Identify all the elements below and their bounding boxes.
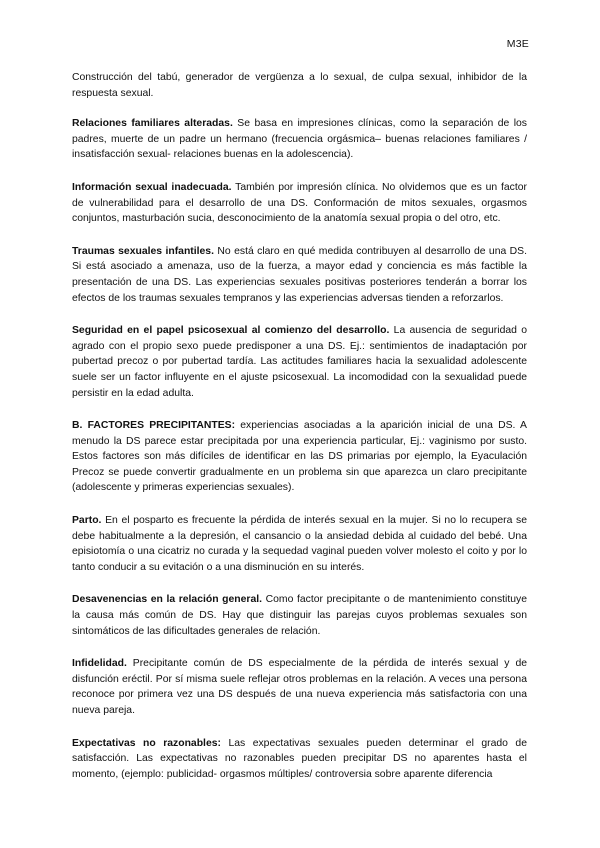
paragraph-factores-precipitantes bbox=[72, 418, 527, 496]
paragraph-heading: Seguridad en el papel psicosexual al comienzo del desarrollo. bbox=[72, 325, 390, 337]
paragraph-heading: Traumas sexuales infantiles. bbox=[72, 245, 214, 257]
paragraph-text: En el posparto es frecuente la pérdida de interés sexual en la mujer. Si no lo recupera se debe habitualmente a la depresión, el cansancio o la ansiedad debida al cuidado del bebé. Una episiotomía o una cicatriz no curada y la sequedad vaginal pueden volver molesto el coito y por lo tanto conducir a su evitación o a una disminución en su interés. bbox=[72, 515, 527, 573]
paragraph-heading: Expectativas no razonables: bbox=[72, 737, 221, 749]
paragraph-heading: Parto. bbox=[72, 515, 102, 527]
paragraph-heading: Infidelidad. bbox=[72, 658, 127, 670]
paragraph-text: experiencias asociadas a la aparición inicial de una DS. A menudo la DS parece estar precipitada por una experiencia particular, Ej.: vaginismo por susto. Estos factores son más difíciles de identificar en las DS primarias por ejemplo, la Eyaculación Precoz se puede convertir gradualmente en un problema sin que aparezca un claro precipitante (adolescente y primeras experiencias sexuales). bbox=[72, 420, 527, 494]
paragraph-text: Se basa en impresiones clínicas, como la separación de los padres, muerte de un padre un hermano (frecuencia orgásmica– buenas relaciones familiares / insatisfacción sexual- relaciones buenas en la adolescencia). bbox=[72, 118, 527, 161]
page-header-code: M3E bbox=[506, 38, 529, 50]
paragraph-traumas-sexuales bbox=[72, 244, 527, 306]
paragraph-parto bbox=[72, 513, 527, 575]
document-body bbox=[72, 70, 527, 782]
paragraph-tabu bbox=[72, 70, 527, 101]
paragraph-text: También por impresión clínica. No olvidemos que es un factor de vulnerabilidad para el desarrollo de una DS. Conformación de mitos sexuales, orgasmos conjuntos, masturbación sucia, desconocimiento de la anatomía sexual propia o del otro, etc. bbox=[72, 181, 528, 225]
paragraph-infidelidad bbox=[72, 656, 527, 718]
paragraph-expectativas bbox=[72, 736, 527, 783]
section-heading: B. FACTORES PRECIPITANTES: bbox=[72, 420, 236, 432]
paragraph-heading: Desavenencias en la relación general. bbox=[72, 594, 263, 606]
paragraph-text: No está claro en qué medida contribuyen al desarrollo de una DS. Si está asociado a amenaza, uso de la fuerza, a mayor edad y conciencia es más factible la presentación de una DS. Las experiencias sexuales positivas posteriores tenderán a borrar los efectos de los traumas sexuales tempranos y las experiencias adversas tienden a reforzarlos. bbox=[72, 245, 527, 304]
paragraph-seguridad-papel bbox=[72, 323, 527, 401]
paragraph-text: Construcción del tabú, generador de vergüenza a lo sexual, de culpa sexual, inhibidor de la respuesta sexual. bbox=[72, 72, 527, 99]
paragraph-text: La ausencia de seguridad o agrado con el propio sexo puede predisponer a una DS. Ej.: sentimientos de inadaptación por pubertad precoz o por pubertad tardía. Las actitudes familiares hacia la sexualidad adolescente suele ser un factor influyente en el ajuste psicosexual. La incomodidad con la sexualidad puede persistir en la edad adulta. bbox=[72, 325, 527, 399]
paragraph-text: Como factor precipitante o de mantenimiento constituye la causa más común de DS. Hay que distinguir las parejas cuyos problemas sexuales son sintomáticos de las dificultades generales de relación. bbox=[72, 594, 527, 637]
paragraph-text: Precipitante común de DS especialmente de la pérdida de interés sexual y de disfunción eréctil. Por sí misma suele reflejar otros problemas en la relación. A veces una persona reconoce por primera vez una DS después de una nueva experiencia más satisfactoria con una nueva pareja. bbox=[72, 658, 527, 716]
paragraph-heading: Relaciones familiares alteradas. bbox=[72, 118, 233, 130]
paragraph-informacion-sexual bbox=[72, 180, 527, 227]
paragraph-desavenencias bbox=[72, 592, 527, 639]
paragraph-relaciones-familiares bbox=[72, 116, 527, 163]
paragraph-text: Las expectativas sexuales pueden determinar el grado de satisfacción. Las expectativas no razonables pueden precipitar DS no aparentes hasta el momento, (ejemplo: publicidad- orgasmos múltiples/ controversia sobre aparente diferencia bbox=[72, 737, 527, 780]
paragraph-heading: Información sexual inadecuada. bbox=[72, 181, 232, 193]
